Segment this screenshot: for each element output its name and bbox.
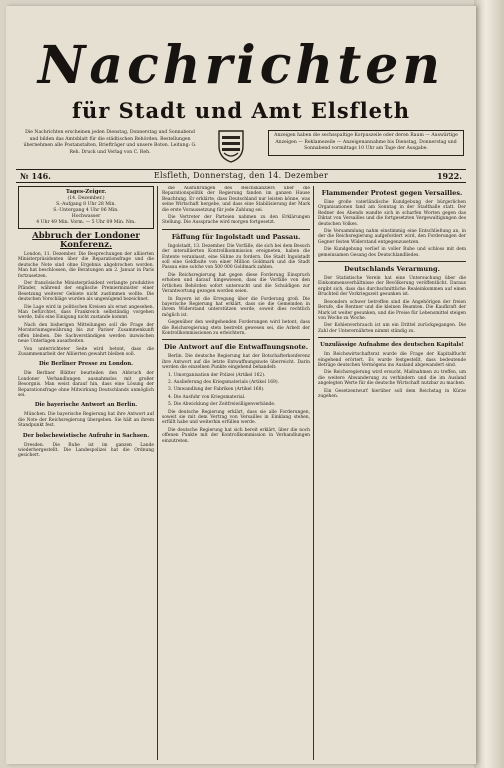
masthead-subtitle: für Stadt und Amt Elsfleth [71,98,411,123]
paragraph: Die Berliner Blätter beurteilen den Abbruch der Londoner Verhandlungen ausnahmslos mit großer Besorgnis. Man weist darauf hin, dass eine Lösung der Reparationsfrage ohne Mitwirkung Deutschlands unmöglich sei. [18,371,154,398]
article-body [162,244,310,337]
tz-line: 4 Uhr 49 Min. Vorm. — 5 Uhr 09 Min. Nm. [36,220,136,225]
paragraph: Die deutsche Regierung hat sich bereit erklärt, über die noch offenen Punkte mit der Kontrollkommission in Verhandlungen einzutreten. [162,427,310,444]
article-body [318,276,466,334]
article-headline: Deutschlands Verarmung. [344,265,440,274]
advertising-info: Anzeigen haben die sechsspaltige Korpuszeile oder deren Raum — Auswärtige Anzeigen — Reklamezeile — Anzeigenannahme bis Dienstag, Donnerstag und Sonnabend vormittags 10 Uhr am Tage der Ausgabe. [268,130,464,156]
section-divider [318,337,466,338]
paragraph: München. Die bayerische Regierung hat ihre Antwort auf die Note der Reichsregierung übergeben. Sie hält an ihrem Standpunkt fest. [18,412,154,429]
paragraph: Berlin. Die deutsche Regierung hat der Botschafterkonferenz ihre Antwort auf die letzte Entwaffnungsnote überreicht. Darin werden die einzelnen Punkte eingehend behandelt: [162,354,310,371]
column-1 [18,186,154,760]
paragraph: Dresden. Die Ruhe ist im ganzen Lande wiederhergestellt. Die Landespolizei hat die Ordnung gesichert. [18,442,154,459]
paragraph: 1. Umorganisation der Polizei (Artikel 162). [168,372,266,378]
issue-number: № 146. [20,171,51,181]
column-rule [313,186,314,760]
paragraph: Ein Gesetzentwurf hierüber soll dem Reichstag in Kürze zugehen. [318,388,466,399]
sub-headline: Der bolschewistische Aufruhr in Sachsen. [22,432,150,439]
article-headline: Flammender Protest gegen Versailles. [321,189,463,197]
paragraph: Gegenüber den weitgehenden Forderungen wird betont, dass die Reichsregierung stets bestrebt gewesen sei, die Arbeit der Kontrollkommissionen zu erleichtern. [162,320,310,336]
paragraph: Die Lage wird in politischen Kreisen als ernst angesehen. Man befürchtet, dass Frankreich selbständig vorgehen werde, falls eine Einigung nicht zustande kommt. [18,304,154,321]
article-body [18,371,154,398]
paragraph: Die Reichsregierung hat gegen diese Forderung Einspruch erhoben und darauf hingewiesen, dass die Vorfälle von den örtlichen Behörden sofort untersucht und die Schuldigen zur Verantwortung gezogen worden seien. [162,272,310,295]
paragraph: Der Kohlenverbrauch ist um ein Drittel zurückgegangen. Die Zahl der Unterernährten nimmt ständig zu. [318,323,466,334]
issue-date: Elsfleth, Donnerstag, den 14. Dezember [153,171,329,180]
paragraph: Der französische Ministerpräsident verlangte produktive Pfänder, während der englische Premierminister einer Besetzung weiterer Gebiete nicht zustimmen wollte. Die deutschen Vorschläge wurden als ungenügend bezeichnet. [18,281,154,303]
paragraph: 4. Die Ausfuhr von Kriegsmaterial. [168,394,246,400]
tages-zeiger-title: Tages-Zeiger. [65,189,107,195]
issue-year: 1922. [436,171,462,181]
newspaper-page [6,6,476,764]
column-3 [318,186,466,760]
paragraph: Ingolstadt, 13. Dezember. Die Vorfälle, die sich bei dem Besuch der interalliierten Kontrollkommission ereigneten, haben die Entente veranlasst, eine Sühne zu fordern. Die Stadt Ingolstadt soll eine Geldbuße von einer Million Goldmark und die Stadt Passau eine solche von 500 000 Goldmark zahlen. [162,243,310,271]
paragraph: Nach den bisherigen Mitteilungen soll die Frage der Moratoriumsgewährung bis zur Pariser Zusammenkunft offen bleiben. Die Sachverständigen werden inzwischen neue Unterlagen ausarbeiten. [18,322,154,345]
paragraph: 5. Die Abwicklung der Zeitfreiwilligenverbände. [168,402,276,408]
section-divider [318,261,466,262]
sub-headline: Die Berliner Presse zu London. [38,361,134,368]
section-divider [162,339,310,340]
publication-info: Die Nachrichten erscheinen jeden Dienstag, Donnerstag und Sonnabend und bilden das Amtsblatt für die städtischen Behörden. Bestellungen übernehmen alle Postanstalten, Briefträger und unsere Boten. Leitung: G. Reh. Druck und Verlag von C. Reh. [23,130,197,155]
article-body [18,252,154,357]
article-body [318,200,466,258]
tages-zeiger-box [18,186,154,229]
column-2 [162,186,310,760]
article-body [318,352,466,399]
paragraph: Besonders schwer betroffen sind die Angehörigen der freien Berufe, die Rentner und die kleinen Beamten. Die Kaufkraft der Mark ist weiter gesunken, und die Preise für Lebensmittel steigen von Woche zu Woche. [318,299,466,321]
sub-headline: Die bayerische Antwort an Berlin. [34,402,138,409]
book-spine [474,0,504,768]
article-body [18,443,154,459]
paragraph: 3. Umwandlung der Fabriken (Artikel 168). [168,387,265,393]
article-body [162,186,310,226]
tz-line: Hochwasser [71,214,101,219]
paragraph: Der Statistische Verein hat eine Untersuchung über die Einkommensverhältnisse der Bevölkerung veröffentlicht. Daraus ergibt sich, dass das durchschnittliche Realeinkommen auf einen Bruchteil der Vorkriegszeit gesunken ist. [318,276,466,298]
article-headline: Abbruch der Londoner Konferenz. [32,231,140,250]
paragraph: In Bayern ist die Erregung über die Forderung groß. Die bayerische Regierung hat erklärt, dass sie die Gemeinden in ihrem Widerstand unterstützen werde, soweit dies rechtlich möglich ist. [162,296,310,318]
article-body [18,412,154,428]
column-rule [157,186,158,760]
paragraph: Die deutsche Regierung erklärt, dass sie alle Forderungen, soweit sie mit dem Vertrag von Versailles in Einklang stehen, erfüllt habe und weiterhin erfüllen werde. [162,409,310,426]
masthead-title: Nachrichten [37,35,445,96]
paragraph: Die Versammlung nahm einstimmig eine Entschließung an, in der die Reichsregierung aufgefordert wird, den Forderungen der Gegner festen Widerstand entgegenzusetzen. [318,229,466,245]
paragraph: 2. Auslieferung des Kriegsmaterials (Artikel 169). [168,379,279,385]
tz-line: S.-Untergang 4 Uhr 06 Min. [53,208,119,213]
dateline [16,169,466,183]
paragraph: Die Vertreter der Parteien nahmen zu den Erklärungen Stellung. Die Aussprache wird morgen fortgesetzt. [162,215,310,226]
paragraph: Von unterrichteter Seite wird betont, dass die Zusammenarbeit der Alliierten gewahrt bleiben soll. [18,346,154,357]
article-body [162,354,310,444]
article-headline: Unzulässige Aufnahme des deutschen Kapitals! [320,342,464,349]
paragraph: London, 11. Dezember. Die Besprechungen der alliierten Ministerpräsidenten über die Reparationsfrage und die deutsche Note sind ohne Ergebnis abgebrochen worden. Man hat beschlossen, die Beratungen am 2. Januar in Paris fortzusetzen. [18,252,154,279]
paragraph: die Ausführungen des Reichskanzlers über die Reparationspolitik der Regierung fanden im ganzen Hause Beachtung. Er erklärte, dass Deutschland nur leisten könne, was seine Wirtschaft hergebe, und dass eine Stabilisierung der Mark die erste Voraussetzung für jede Zahlung sei. [162,186,310,213]
tz-line: S.-Aufgang 8 Uhr 28 Min. [56,202,116,207]
article-headline: Fäffung für Ingolstadt und Passau. [171,232,301,241]
paragraph: Die Reichsregierung wird ersucht, Maßnahmen zu treffen, um die weitere Abwanderung zu verhindern und die im Ausland angelegten Werte für die deutsche Wirtschaft nutzbar zu machen. [318,370,466,387]
paragraph: Eine große vaterländische Kundgebung der bürgerlichen Organisationen fand am Sonntag in der Stadthalle statt. Der Redner des Abends wandte sich in scharfen Worten gegen das Diktat von Versailles und die fortgesetzten Vergewaltigungen des deutschen Volkes. [318,200,466,227]
paragraph: Die Kundgebung verlief in voller Ruhe und schloss mit dem gemeinsamen Gesang des Deutschlandliedes. [318,247,466,258]
coat-of-arms-icon [216,128,246,164]
article-headline: Die Antwort auf die Entwaffnungsnote. [163,343,309,352]
section-divider [162,229,310,230]
paragraph: Im Reichswirtschaftsrat wurde die Frage der Kapitalflucht eingehend erörtert. Es wurde festgestellt, dass bedeutende Beträge deutschen Vermögens ins Ausland abgewandert sind. [318,352,466,368]
masthead [6,6,476,126]
tz-line: (14. Dezember.) [67,196,105,201]
